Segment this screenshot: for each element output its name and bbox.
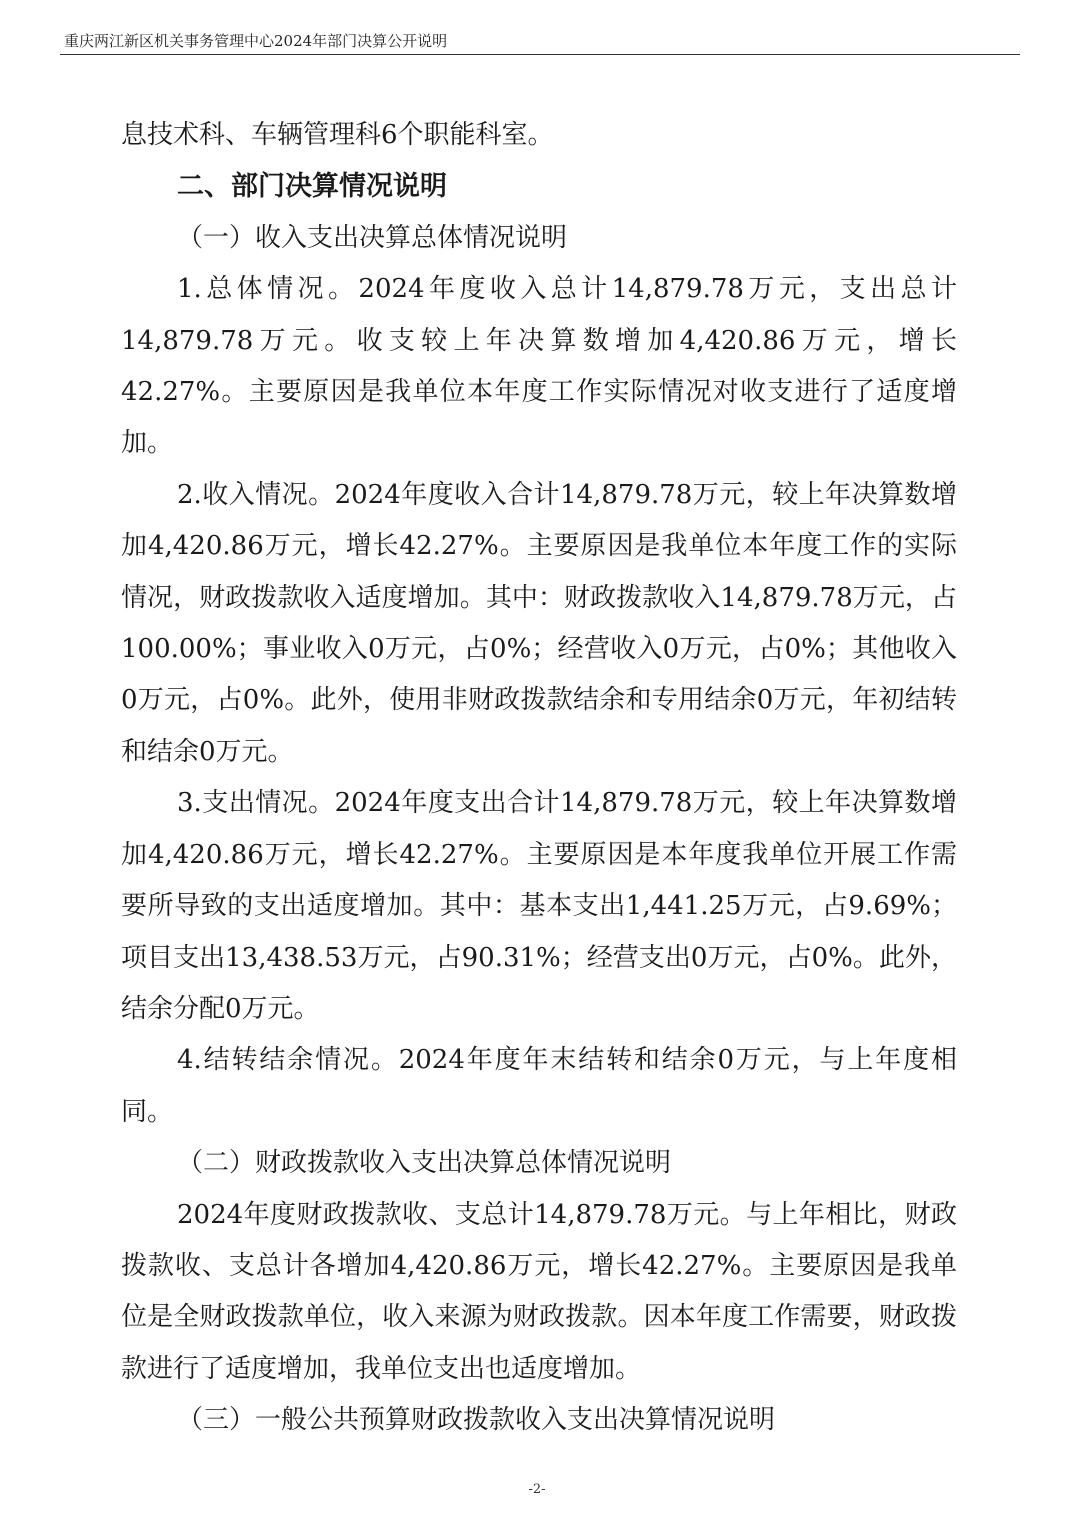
paragraph-overall: 1.总体情况。2024年度收入总计14,879.78万元，支出总计14,879.78万元。收支较上年决算数增加4,420.86万元，增长42.27%。主要原因是我单位本年度工作实际情况对收支进行了适度增加。 xyxy=(121,274,957,459)
paragraph-carryover: 4.结转结余情况。2024年度年末结转和结余0万元，与上年度相同。 xyxy=(121,1045,957,1127)
paragraph-fiscal-appropriation: 2024年度财政拨款收、支总计14,879.78万元。与上年相比，财政拨款收、支总计各增加4,420.86万元，增长42.27%。主要原因是我单位是全财政拨款单位，收入来源为财政拨款。因本年度工作需要，财政拨款进行了适度增加，我单位支出也适度增加。 xyxy=(121,1199,957,1384)
paragraph-income: 2.收入情况。2024年度收入合计14,879.78万元，较上年决算数增加4,420.86万元，增长42.27%。主要原因是我单位本年度工作的实际情况，财政拨款收入适度增加。其中：财政拨款收入14,879.78万元，占100.00%；事业收入0万元，占0%；经营收入0万元，占0%；其他收入0万元，占0%。此外，使用非财政拨款结余和专用结余0万元，年初结转和结余0万元。 xyxy=(121,479,957,767)
header-divider xyxy=(60,54,1020,55)
subsection-heading-2: （二）财政拨款收入支出决算总体情况说明 xyxy=(177,1148,672,1179)
subsection-heading-3: （三）一般公共预算财政拨款收入支出决算情况说明 xyxy=(177,1405,776,1436)
running-header: 重庆两江新区机关事务管理中心2024年部门决算公开说明 xyxy=(64,32,448,50)
page-number: -2- xyxy=(528,1482,546,1497)
paragraph-expenditure: 3.支出情况。2024年度支出合计14,879.78万元，较上年决算数增加4,420.86万元，增长42.27%。主要原因是本年度我单位开展工作需要所导致的支出适度增加。其中：基本支出1,441.25万元，占9.69%；项目支出13,438.53万元，占90.31%；经营支出0万元，占0%。此外，结余分配0万元。 xyxy=(121,788,957,1024)
section-heading: 二、部门决算情况说明 xyxy=(177,171,447,203)
subsection-heading-1: （一）收入支出决算总体情况说明 xyxy=(177,222,568,253)
paragraph-continuation: 息技术科、车辆管理科6个职能科室。 xyxy=(121,120,554,150)
document-body xyxy=(121,110,957,1447)
